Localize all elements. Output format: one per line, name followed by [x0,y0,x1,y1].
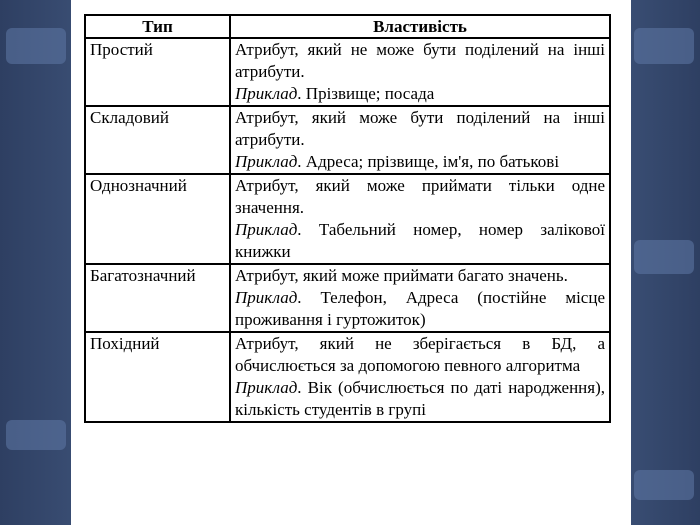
example-text: . Прізвище; посада [297,84,435,103]
property-example [235,287,605,331]
property-example [235,377,605,421]
property-cell [230,106,610,174]
decorative-shape [6,420,66,450]
table-row [85,38,610,106]
property-cell [230,38,610,106]
type-cell: Складовий [85,106,230,174]
table-row [85,332,610,422]
decorative-shape [6,28,66,64]
property-description: Атрибут, який може приймати тільки одне значення. [235,176,605,217]
example-label: Приклад [235,378,298,397]
slide-page [71,0,631,525]
property-example [235,83,605,105]
example-text: . Адреса; прізвище, ім'я, по батькові [297,152,560,171]
attribute-types-table [84,14,611,423]
table-row [85,174,610,264]
table-header-row [85,15,610,38]
example-label: Приклад [235,288,298,307]
table-row [85,264,610,332]
property-cell [230,264,610,332]
type-cell: Простий [85,38,230,106]
type-cell: Похідний [85,332,230,422]
property-cell [230,174,610,264]
decorative-shape [634,240,694,274]
property-example [235,151,605,173]
decorative-shape [634,470,694,500]
header-type: Тип [85,15,230,38]
type-cell: Багатозначний [85,264,230,332]
property-description: Атрибут, який не може бути поділений на інші атрибути. [235,40,605,81]
type-cell: Однозначний [85,174,230,264]
table-row [85,106,610,174]
property-description: Атрибут, який не зберігається в БД, а обчислюється за допомогою певного алгоритма [235,334,605,375]
example-label: Приклад [235,220,298,239]
example-text: . Телефон, Адреса (постійне місце проживання і гуртожиток) [235,288,605,329]
property-description: Атрибут, який може приймати багато значень. [235,266,568,285]
example-label: Приклад [235,152,298,171]
property-cell [230,332,610,422]
property-description: Атрибут, який може бути поділений на інші атрибути. [235,108,605,149]
property-example [235,219,605,263]
example-label: Приклад [235,84,298,103]
decorative-shape [634,28,694,64]
example-text: . Табельний номер, номер залікової книжки [235,220,605,261]
header-property: Властивість [230,15,610,38]
example-text: . Вік (обчислюється по даті народження), кількість студентів в групі [235,378,605,419]
